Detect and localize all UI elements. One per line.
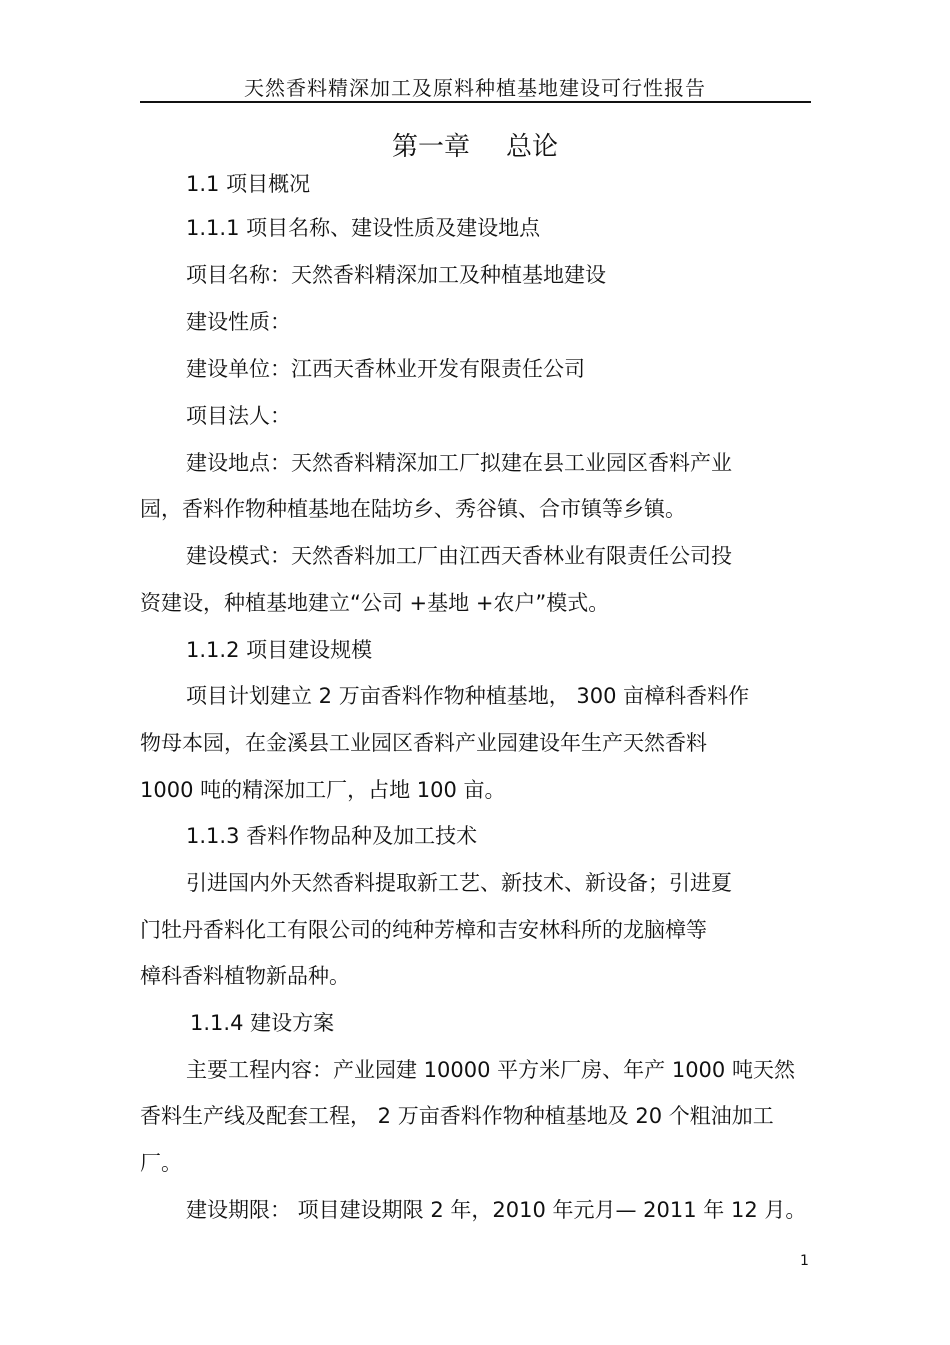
section-heading-1-1-1: 1.1.1 项目名称、建设性质及建设地点 xyxy=(186,216,541,240)
plan-line-2: 香料生产线及配套工程， 2 万亩香料作物种植基地及 20 个粗油加工 xyxy=(140,1104,774,1128)
section-heading-1-1-2: 1.1.2 项目建设规模 xyxy=(186,638,373,662)
period-line: 建设期限： 项目建设期限 2 年，2010 年元月— 2011 年 12 月。 xyxy=(186,1198,807,1222)
scale-line-3: 1000 吨的精深加工厂，占地 100 亩。 xyxy=(140,778,506,802)
chapter-heading xyxy=(0,126,950,163)
section-heading-1-1-4: 1.1.4 建设方案 xyxy=(190,1011,335,1035)
mode-line-2: 资建设，种植基地建立“公司 +基地 +农户”模式。 xyxy=(140,591,610,615)
page-number: 1 xyxy=(800,1253,809,1269)
location-line-1: 建设地点：天然香料精深加工厂拟建在县工业园区香料产业 xyxy=(186,451,732,475)
unit-line: 建设单位：江西天香林业开发有限责任公司 xyxy=(186,357,585,381)
scale-line-2: 物母本园，在金溪县工业园区香料产业园建设年生产天然香料 xyxy=(140,731,707,755)
nature-line: 建设性质： xyxy=(186,310,291,334)
scale-line-1: 项目计划建立 2 万亩香料作物种植基地， 300 亩樟科香料作 xyxy=(186,684,750,708)
header-rule xyxy=(140,101,811,103)
mode-line-1: 建设模式：天然香料加工厂由江西天香林业有限责任公司投 xyxy=(186,544,732,568)
tech-line-2: 门牡丹香料化工有限公司的纯种芳樟和吉安林科所的龙脑樟等 xyxy=(140,918,707,942)
tech-line-1: 引进国内外天然香料提取新工艺、新技术、新设备；引进夏 xyxy=(186,871,732,895)
plan-line-3: 厂。 xyxy=(140,1151,182,1175)
tech-line-3: 樟科香料植物新品种。 xyxy=(140,964,350,988)
location-line-2: 园，香料作物种植基地在陆坊乡、秀谷镇、合市镇等乡镇。 xyxy=(140,497,686,521)
plan-line-1: 主要工程内容：产业园建 10000 平方米厂房、年产 1000 吨天然 xyxy=(186,1058,795,1082)
project-name-line: 项目名称：天然香料精深加工及种植基地建设 xyxy=(186,263,606,287)
section-heading-1-1: 1.1 项目概况 xyxy=(186,172,311,196)
section-heading-1-1-3: 1.1.3 香料作物品种及加工技术 xyxy=(186,824,478,848)
chapter-number: 第一章 xyxy=(391,132,470,162)
running-header: 天然香料精深加工及原料种植基地建设可行性报告 xyxy=(244,76,706,100)
chapter-title: 总论 xyxy=(506,132,559,162)
legal-person-line: 项目法人： xyxy=(186,404,291,428)
